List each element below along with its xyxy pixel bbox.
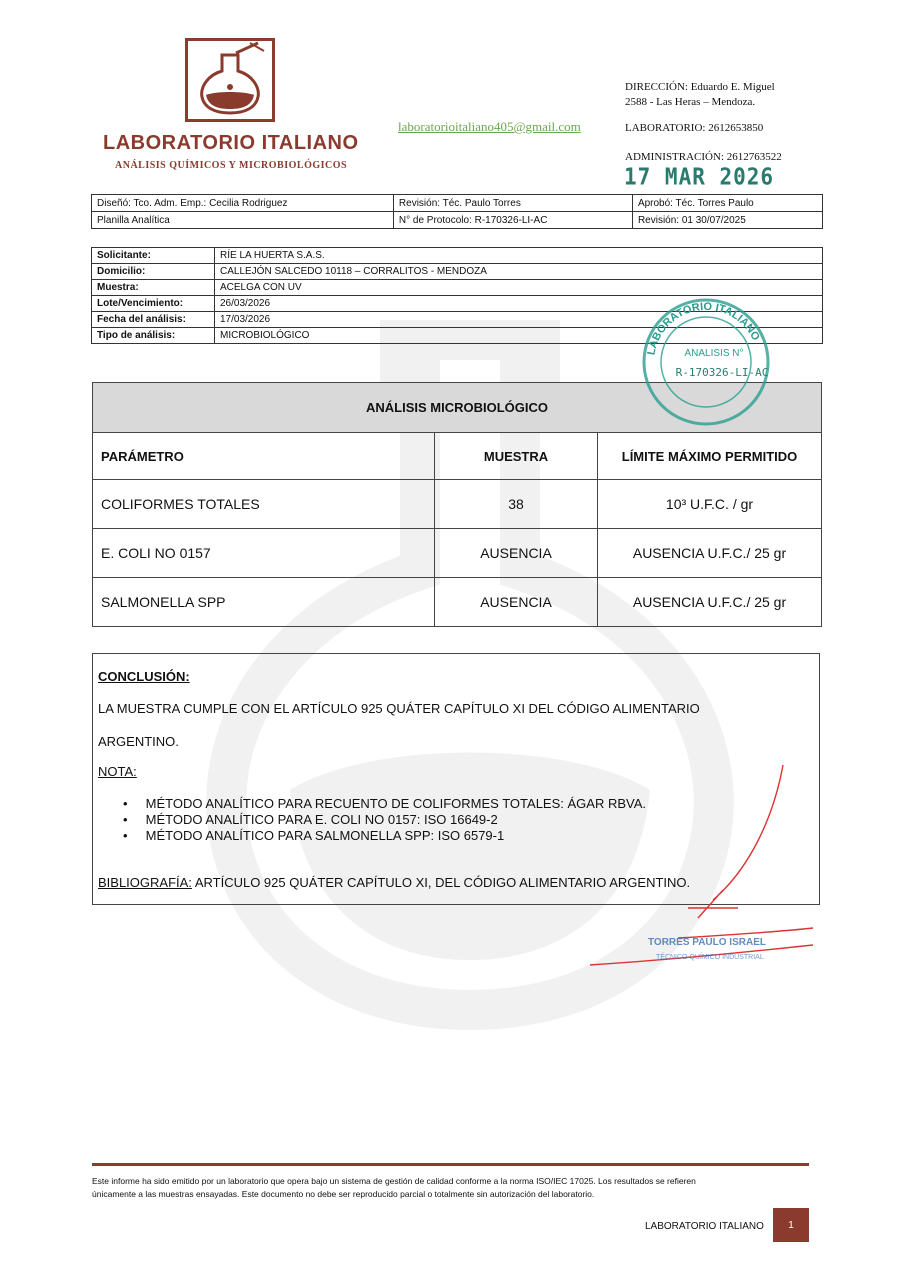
limite-cell: 10³ U.F.C. / gr xyxy=(598,480,822,529)
analysis-stamp xyxy=(636,292,776,432)
info-value: 17/03/2026 xyxy=(215,312,823,328)
address-block xyxy=(625,80,775,110)
muestra-cell: AUSENCIA xyxy=(435,529,598,578)
info-label: Domicilio: xyxy=(92,264,215,280)
footer-text-2: únicamente a las muestras ensayadas. Este documento no debe ser reproducido parcial o totalmente sin autorización del laboratorio. xyxy=(92,1189,595,1199)
footer-disclaimer xyxy=(92,1175,812,1201)
info-label: Fecha del análisis: xyxy=(92,312,215,328)
stamp-ring-text: LABORATORIO ITALIANO xyxy=(645,300,762,357)
info-value: 26/03/2026 xyxy=(215,296,823,312)
info-label: Muestra: xyxy=(92,280,215,296)
flask-icon xyxy=(188,41,272,119)
conclusion-heading: CONCLUSIÓN: xyxy=(98,669,190,684)
date-stamp: 17 MAR 2026 xyxy=(624,163,775,191)
note-item: • MÉTODO ANALÍTICO PARA SALMONELLA SPP: ISO 6579-1 xyxy=(123,828,505,843)
diseno-cell: Diseñó: Tco. Adm. Emp.: Cecilia Rodriguez xyxy=(92,195,394,212)
table-row xyxy=(93,480,822,529)
muestra-cell: AUSENCIA xyxy=(435,578,598,627)
muestra-cell: 38 xyxy=(435,480,598,529)
protocolo-cell: N° de Protocolo: R-170326-LI-AC xyxy=(393,212,632,229)
table-row xyxy=(92,248,823,264)
admin-phone: ADMINISTRACIÓN: 2612763522 xyxy=(625,151,782,163)
lab-phone: LABORATORIO: 2612653850 xyxy=(625,122,764,134)
nota-heading: NOTA: xyxy=(98,764,137,779)
stamp-number: R-170326-LI-AC xyxy=(675,366,769,379)
table-row xyxy=(93,529,822,578)
info-value: ACELGA CON UV xyxy=(215,280,823,296)
column-header: PARÁMETRO xyxy=(93,433,435,480)
analysis-title: ANÁLISIS MICROBIOLÓGICO xyxy=(93,383,822,433)
footer-text-1: Este informe ha sido emitido por un laboratorio que opera bajo un sistema de gestión de calidad conforme a la norma ISO/IEC 17025. Los resultados se refieren xyxy=(92,1176,696,1186)
lab-name: LABORATORIO ITALIANO xyxy=(103,132,359,154)
address-line-1: DIRECCIÓN: Eduardo E. Miguel xyxy=(625,81,775,93)
column-header: LÍMITE MÁXIMO PERMITIDO xyxy=(598,433,822,480)
info-value: CALLEJÓN SALCEDO 10118 – CORRALITOS - MENDOZA xyxy=(215,264,823,280)
footer-divider xyxy=(92,1163,809,1166)
footer-lab-name: LABORATORIO ITALIANO xyxy=(645,1221,764,1232)
note-item: • MÉTODO ANALÍTICO PARA RECUENTO DE COLIFORMES TOTALES: ÁGAR RBVA. xyxy=(123,796,646,811)
planilla-cell: Planilla Analítica xyxy=(92,212,394,229)
lab-logo xyxy=(185,38,275,122)
email-link[interactable]: laboratorioitaliano405@gmail.com xyxy=(398,119,581,134)
param-cell: COLIFORMES TOTALES xyxy=(93,480,435,529)
info-label: Tipo de análisis: xyxy=(92,328,215,344)
doc-control-table xyxy=(91,194,823,229)
note-item: • MÉTODO ANALÍTICO PARA E. COLI NO 0157: ISO 16649-2 xyxy=(123,812,498,827)
address-line-2: 2588 - Las Heras – Mendoza. xyxy=(625,96,756,108)
table-row xyxy=(93,578,822,627)
bibliografia-label: BIBLIOGRAFÍA: xyxy=(98,875,192,890)
table-row xyxy=(92,264,823,280)
info-value: RÍE LA HUERTA S.A.S. xyxy=(215,248,823,264)
signature-name: TORRES PAULO ISRAEL xyxy=(648,937,766,948)
conclusion-text-1: LA MUESTRA CUMPLE CON EL ARTÍCULO 925 QUÁTER CAPÍTULO XI DEL CÓDIGO ALIMENTARIO xyxy=(98,701,700,716)
signature xyxy=(588,760,818,970)
param-cell: SALMONELLA SPP xyxy=(93,578,435,627)
info-label: Lote/Vencimiento: xyxy=(92,296,215,312)
signature-title: TÉCNICO QUÍMICO INDUSTRIAL xyxy=(656,954,764,961)
bibliografia-text: ARTÍCULO 925 QUÁTER CAPÍTULO XI, DEL CÓDIGO ALIMENTARIO ARGENTINO. xyxy=(191,875,691,890)
limite-cell: AUSENCIA U.F.C./ 25 gr xyxy=(598,529,822,578)
revision-fecha-cell: Revisión: 01 30/07/2025 xyxy=(632,212,822,229)
aprobo-cell: Aprobó: Téc. Torres Paulo xyxy=(632,195,822,212)
revision-cell: Revisión: Téc. Paulo Torres xyxy=(393,195,632,212)
limite-cell: AUSENCIA U.F.C./ 25 gr xyxy=(598,578,822,627)
conclusion-text-2: ARGENTINO. xyxy=(98,734,179,749)
param-cell: E. COLI NO 0157 xyxy=(93,529,435,578)
lab-subtitle: ANÁLISIS QUÍMICOS Y MICROBIOLÓGICOS xyxy=(115,160,348,171)
info-label: Solicitante: xyxy=(92,248,215,264)
page-number: 1 xyxy=(773,1208,809,1242)
column-header: MUESTRA xyxy=(435,433,598,480)
info-value: MICROBIOLÓGICO xyxy=(215,328,823,344)
stamp-label: ANALISIS N° xyxy=(684,348,744,359)
